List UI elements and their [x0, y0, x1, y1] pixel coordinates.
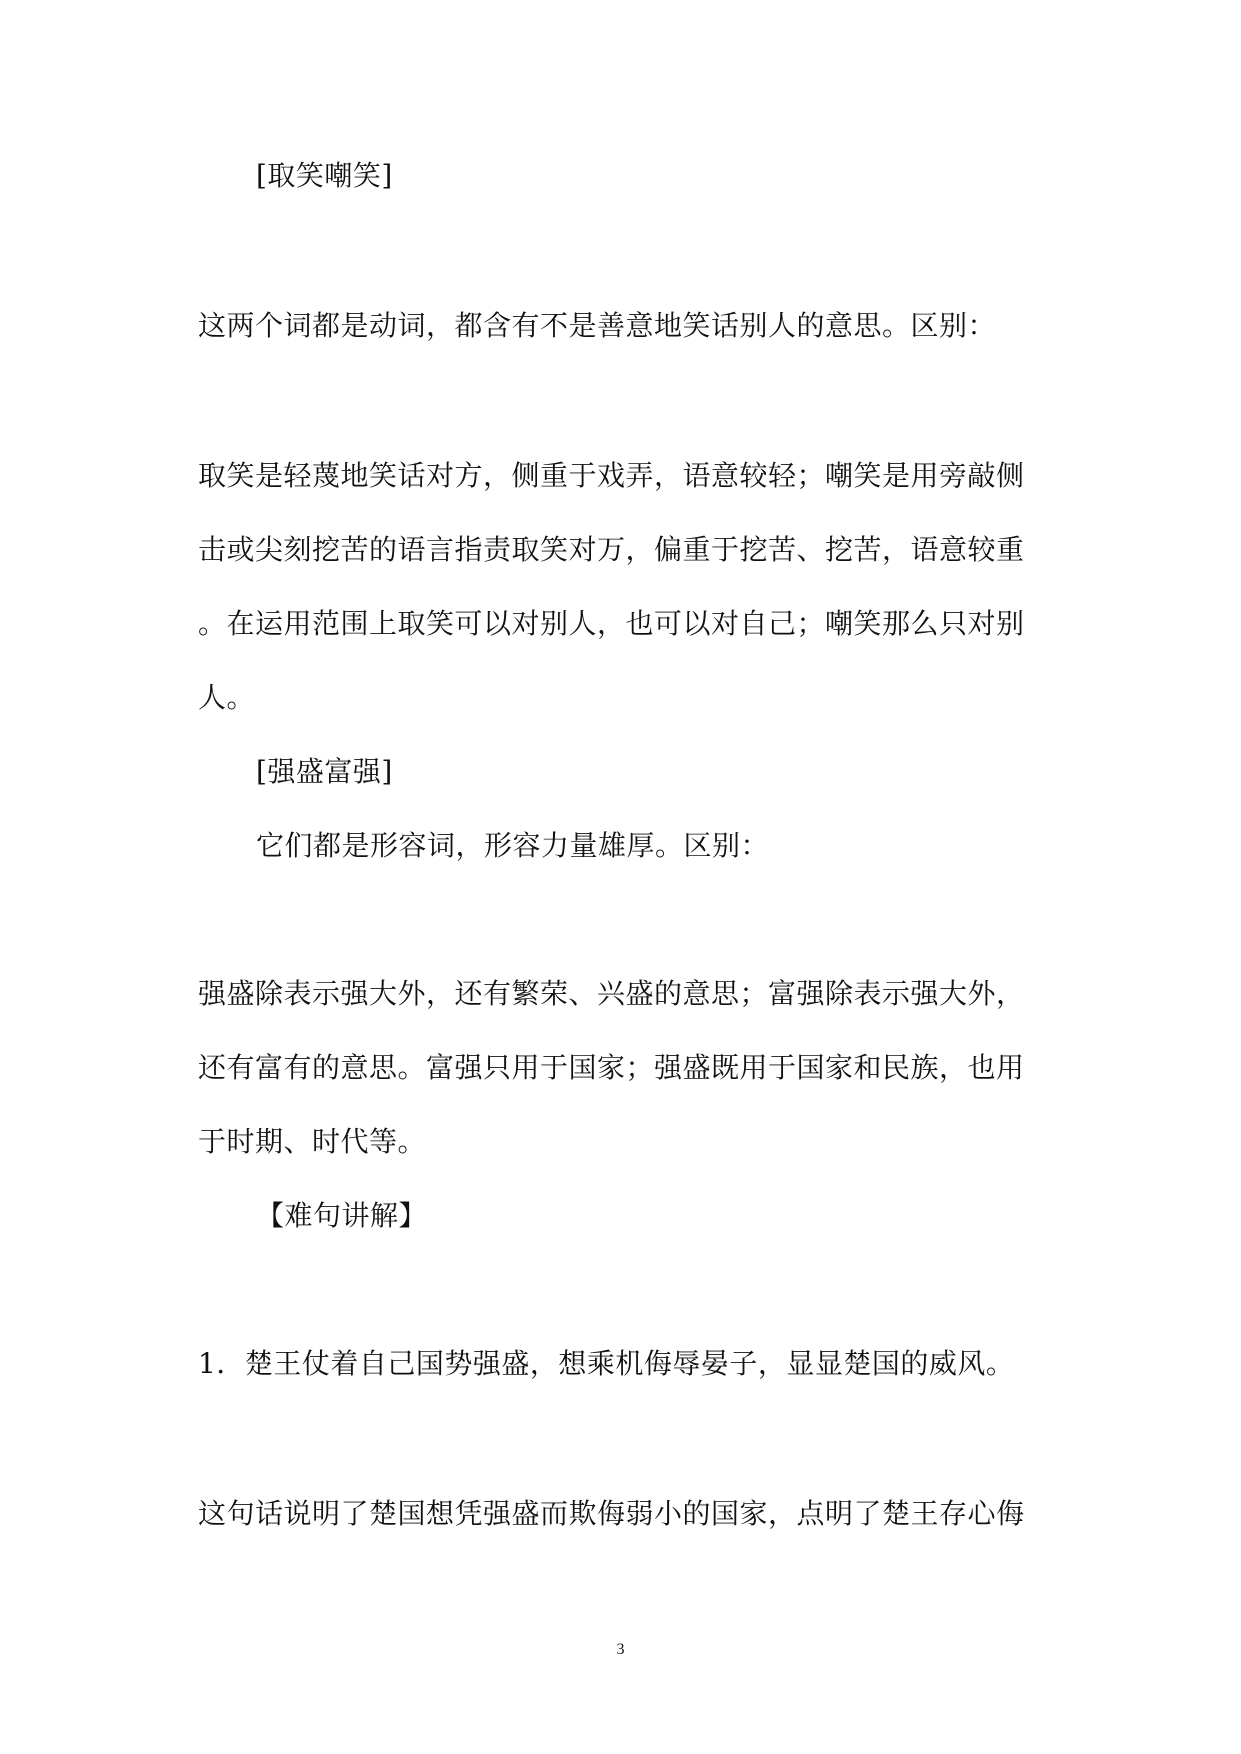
- difficult-sentences-heading: 【难句讲解】: [256, 1199, 428, 1232]
- section-intro-paragraph: 这两个词都是动词，都含有不是善意地笑话别人的意思。区别：: [198, 309, 997, 342]
- paragraph-line: 还有富有的意思。富强只用于国家；强盛既用于国家和民族，也用: [198, 1051, 1025, 1084]
- section-heading-quxiao-chaoxiao: [取笑嘲笑]: [256, 159, 393, 192]
- section-heading-qiangsheng-fuqiang: [强盛富强]: [256, 755, 393, 788]
- paragraph-line: 击或尖刻挖苦的语言指责取笑对万，偏重于挖苦、挖苦，语意较重: [198, 533, 1025, 566]
- explanation-paragraph: 这句话说明了楚国想凭强盛而欺侮弱小的国家，点明了楚王存心侮: [198, 1497, 1025, 1530]
- paragraph-line: 于时期、时代等。: [198, 1125, 427, 1158]
- difficult-sentence-item: 1．楚王仗着自己国势强盛，想乘机侮辱晏子，显显楚国的威风。: [198, 1347, 1015, 1380]
- paragraph-line: 。在运用范围上取笑可以对别人，也可以对自己；嘲笑那么只对别: [198, 607, 1025, 640]
- paragraph-line: 人。: [198, 681, 256, 714]
- paragraph-line: 强盛除表示强大外，还有繁荣、兴盛的意思；富强除表示强大外，: [198, 977, 1025, 1010]
- paragraph-line: 取笑是轻蔑地笑话对方，侧重于戏弄，语意较轻；嘲笑是用旁敲侧: [198, 459, 1025, 492]
- page-number: 3: [616, 1641, 625, 1658]
- section-intro-paragraph: 它们都是形容词，形容力量雄厚。区别：: [256, 829, 770, 862]
